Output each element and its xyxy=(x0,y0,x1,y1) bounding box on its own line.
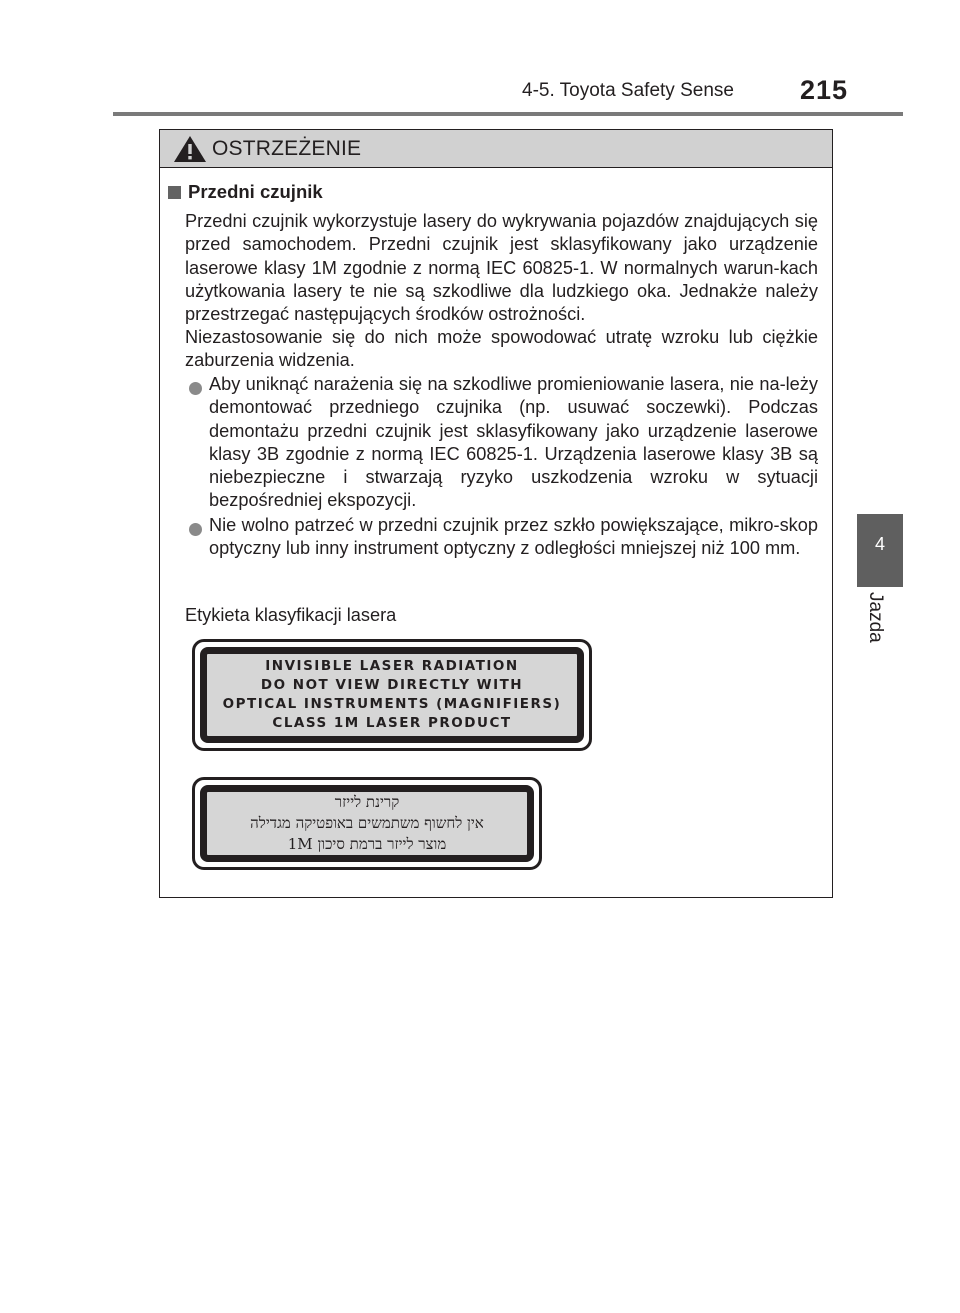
page-number: 215 xyxy=(800,75,849,105)
round-bullet-icon xyxy=(189,382,202,395)
section-heading-text: Przedni czujnik xyxy=(188,181,323,202)
label-line: OPTICAL INSTRUMENTS (MAGNIFIERS) xyxy=(222,696,562,712)
chapter-tab-number: 4 xyxy=(874,534,885,554)
laser-label-english xyxy=(192,639,592,751)
warning-header xyxy=(160,130,832,168)
bullet-item: Nie wolno patrzeć w przedni czujnik przez szkło powiększające, mikro-skop optyczny lub inny instrument optyczny z odległości mniejszej niż 100 mm. xyxy=(209,515,818,559)
paragraph-intro: Przedni czujnik wykorzystuje lasery do wykrywania pojazdów znajdujących się przed samochodem. Przedni czujnik jest sklasyfikowany jako urządzenie laserowe klasy 1M zgodnie z normą IEC 60825-1. W normalnych warun-kach użytkowania lasery te nie są szkodliwe dla ludzkiego oka. Jednakże należy przestrzegać następujących środków ostrożności. xyxy=(185,211,818,325)
round-bullet-icon xyxy=(189,523,202,536)
label-line: אין לחשוף משתמשים באופטיקה מגדילה xyxy=(250,814,484,832)
laser-label-english-panel xyxy=(200,647,584,743)
label-line: INVISIBLE LASER RADIATION xyxy=(265,658,519,674)
bullet-item: Aby uniknąć narażenia się na szkodliwe promieniowanie lasera, nie na-leży demontować przedniego czujnika (np. usuwać soczewki). Podczas demontażu przedni czujnik jest sklasyfikowany jako urządzenie laserowe klasy 3B zgodnie z normą IEC 60825-1. Urządzenia laserowe klasy 3B są niebezpieczne i stwarzają ryzyko uszkodzenia wzroku w sytuacji bezpośredniej ekspozycji. xyxy=(209,374,818,511)
header-section-title: 4-5. Toyota Safety Sense xyxy=(522,80,734,101)
chapter-tab-label: Jazda xyxy=(865,592,886,643)
label-line: קרינת לייזר xyxy=(334,793,400,811)
label-line: מוצר לייזר ברמת סיכון 1M xyxy=(287,835,447,853)
label-line: DO NOT VIEW DIRECTLY WITH xyxy=(260,677,524,693)
section-heading xyxy=(168,181,323,203)
warning-title: OSTRZEŻENIE xyxy=(212,137,362,160)
label-line: CLASS 1M LASER PRODUCT xyxy=(272,715,512,731)
square-bullet-icon xyxy=(168,186,181,199)
warning-triangle-icon xyxy=(173,135,207,163)
label-caption: Etykieta klasyfikacji lasera xyxy=(185,605,397,625)
laser-label-hebrew xyxy=(192,777,542,870)
header-divider xyxy=(113,112,903,116)
paragraph-consequence: Niezastosowanie się do nich może spowodować utratę wzroku lub ciężkie zaburzenia widzenia. xyxy=(185,327,818,371)
laser-label-hebrew-panel xyxy=(200,785,534,862)
chapter-tab xyxy=(857,514,903,587)
